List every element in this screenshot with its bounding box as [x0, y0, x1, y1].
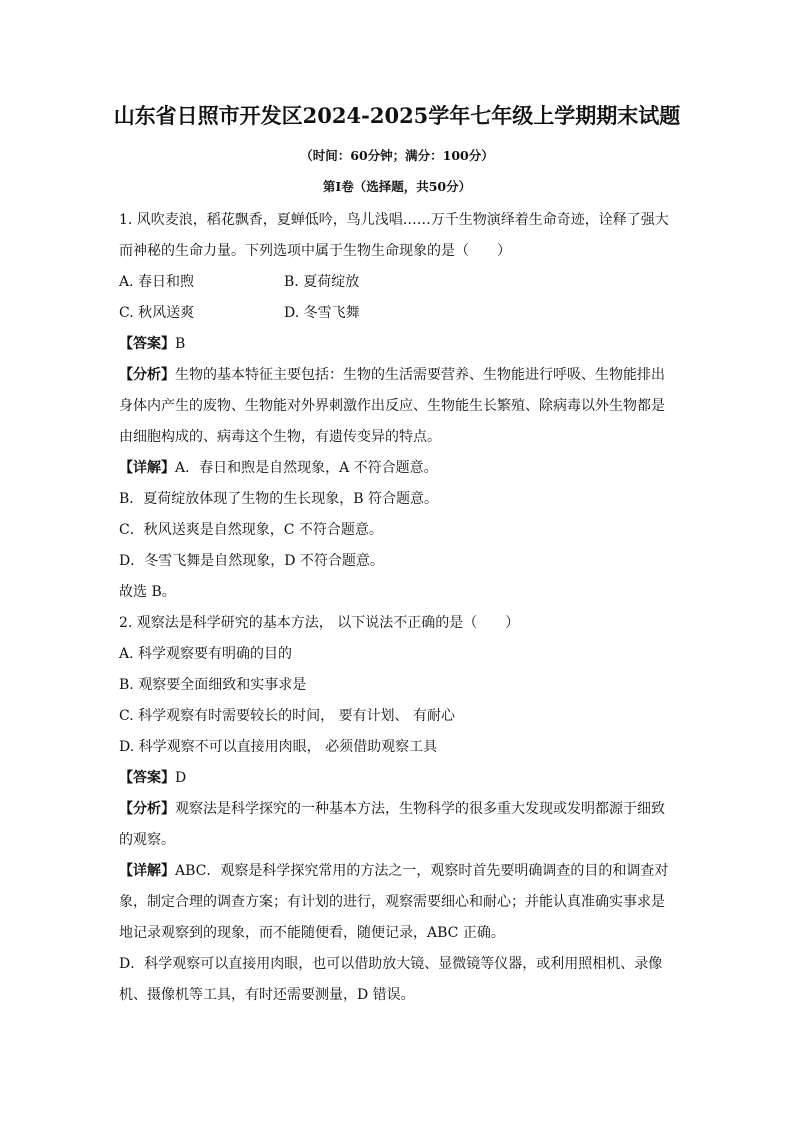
q2-detail-line-3: 地记录观察到的现象，而不能随便看，随便记录，ABC 正确。	[119, 925, 505, 941]
document-body	[119, 205, 679, 1011]
detail-text: ABC．观察是科学探究常用的方法之一，观察时首先要明确调查的目的和调查对	[175, 863, 669, 879]
analysis-text: 生物的基本特征主要包括：生物的生活需要营养、生物能进行呼吸、生物能排出	[175, 367, 665, 383]
q1-analysis-line-1	[119, 360, 679, 391]
answer-tag: 【答案】	[119, 336, 175, 352]
q1-options-row-1	[119, 267, 679, 298]
q2-answer	[119, 763, 679, 794]
detail-tag: 【详解】	[119, 460, 175, 476]
q1-stem-line-1: 1. 风吹麦浪，稻花飘香，夏蝉低吟，鸟儿浅唱……万千生物演绎着生命奇迹，诠释了强大	[119, 212, 669, 228]
analysis-tag: 【分析】	[119, 367, 175, 383]
q1-detail-line-3: C．秋风送爽是自然现象，C 不符合题意。	[119, 522, 383, 538]
answer-tag: 【答案】	[119, 770, 175, 786]
q1-option-d: D. 冬雪飞舞	[284, 305, 360, 321]
q2-analysis-line-1	[119, 794, 679, 825]
q1-answer	[119, 329, 679, 360]
q1-options-row-2	[119, 298, 679, 329]
q1-option-a: A. 春日和煦	[119, 274, 195, 290]
exam-info: （时间：60分钟；满分：100分）	[300, 148, 494, 163]
section-heading: 第Ⅰ卷（选择题，共50分）	[322, 179, 472, 194]
q2-option-a: A. 科学观察要有明确的目的	[119, 646, 293, 662]
q1-detail-line-1	[119, 453, 679, 484]
q2-option-c: C. 科学观察有时需要较长的时间， 要有计划、 有耐心	[119, 708, 456, 724]
q2-detail-line-1	[119, 856, 679, 887]
q1-detail-line-4: D．冬雪飞舞是自然现象，D 不符合题意。	[119, 553, 384, 569]
q1-option-c: C. 秋风送爽	[119, 305, 195, 321]
q1-conclusion: 故选 B。	[119, 584, 176, 600]
page-title: 山东省日照市开发区2024-2025学年七年级上学期期末试题	[113, 103, 681, 128]
detail-tag: 【详解】	[119, 863, 175, 879]
answer-value: D	[175, 770, 187, 786]
q1-analysis-line-2: 身体内产生的废物、生物能对外界刺激作出反应、生物能生长繁殖、除病毒以外生物都是	[119, 398, 665, 414]
q2-detail-line-2: 象，制定合理的调查方案；有计划的进行，观察需要细心和耐心；并能认真准确实事求是	[119, 894, 665, 910]
q2-analysis-line-2: 的观察。	[119, 832, 175, 848]
q2-detail-line-4: D．科学观察可以直接用肉眼，也可以借助放大镜、显微镜等仪器，或利用照相机、录像	[119, 956, 663, 972]
analysis-tag: 【分析】	[119, 801, 175, 817]
q2-option-d: D. 科学观察不可以直接用肉眼， 必须借助观察工具	[119, 739, 438, 755]
q1-analysis-line-3: 由细胞构成的、病毒这个生物，有遗传变异的特点。	[119, 429, 441, 445]
q1-stem-line-2: 而神秘的生命力量。下列选项中属于生物生命现象的是（ ）	[119, 243, 511, 259]
q2-option-b: B. 观察要全面细致和实事求是	[119, 677, 307, 693]
q2-detail-line-5: 机、摄像机等工具，有时还需要测量，D 错误。	[119, 987, 415, 1003]
q2-stem: 2. 观察法是科学研究的基本方法， 以下说法不正确的是（ ）	[119, 615, 520, 631]
analysis-text: 观察法是科学探究的一种基本方法，生物科学的很多重大发现或发明都源于细致	[175, 801, 665, 817]
answer-value: B	[175, 336, 186, 352]
q1-detail-line-2: B．夏荷绽放体现了生物的生长现象，B 符合题意。	[119, 491, 439, 507]
detail-text: A．春日和煦是自然现象，A 不符合题意。	[175, 460, 438, 476]
q1-option-b: B. 夏荷绽放	[284, 274, 360, 290]
